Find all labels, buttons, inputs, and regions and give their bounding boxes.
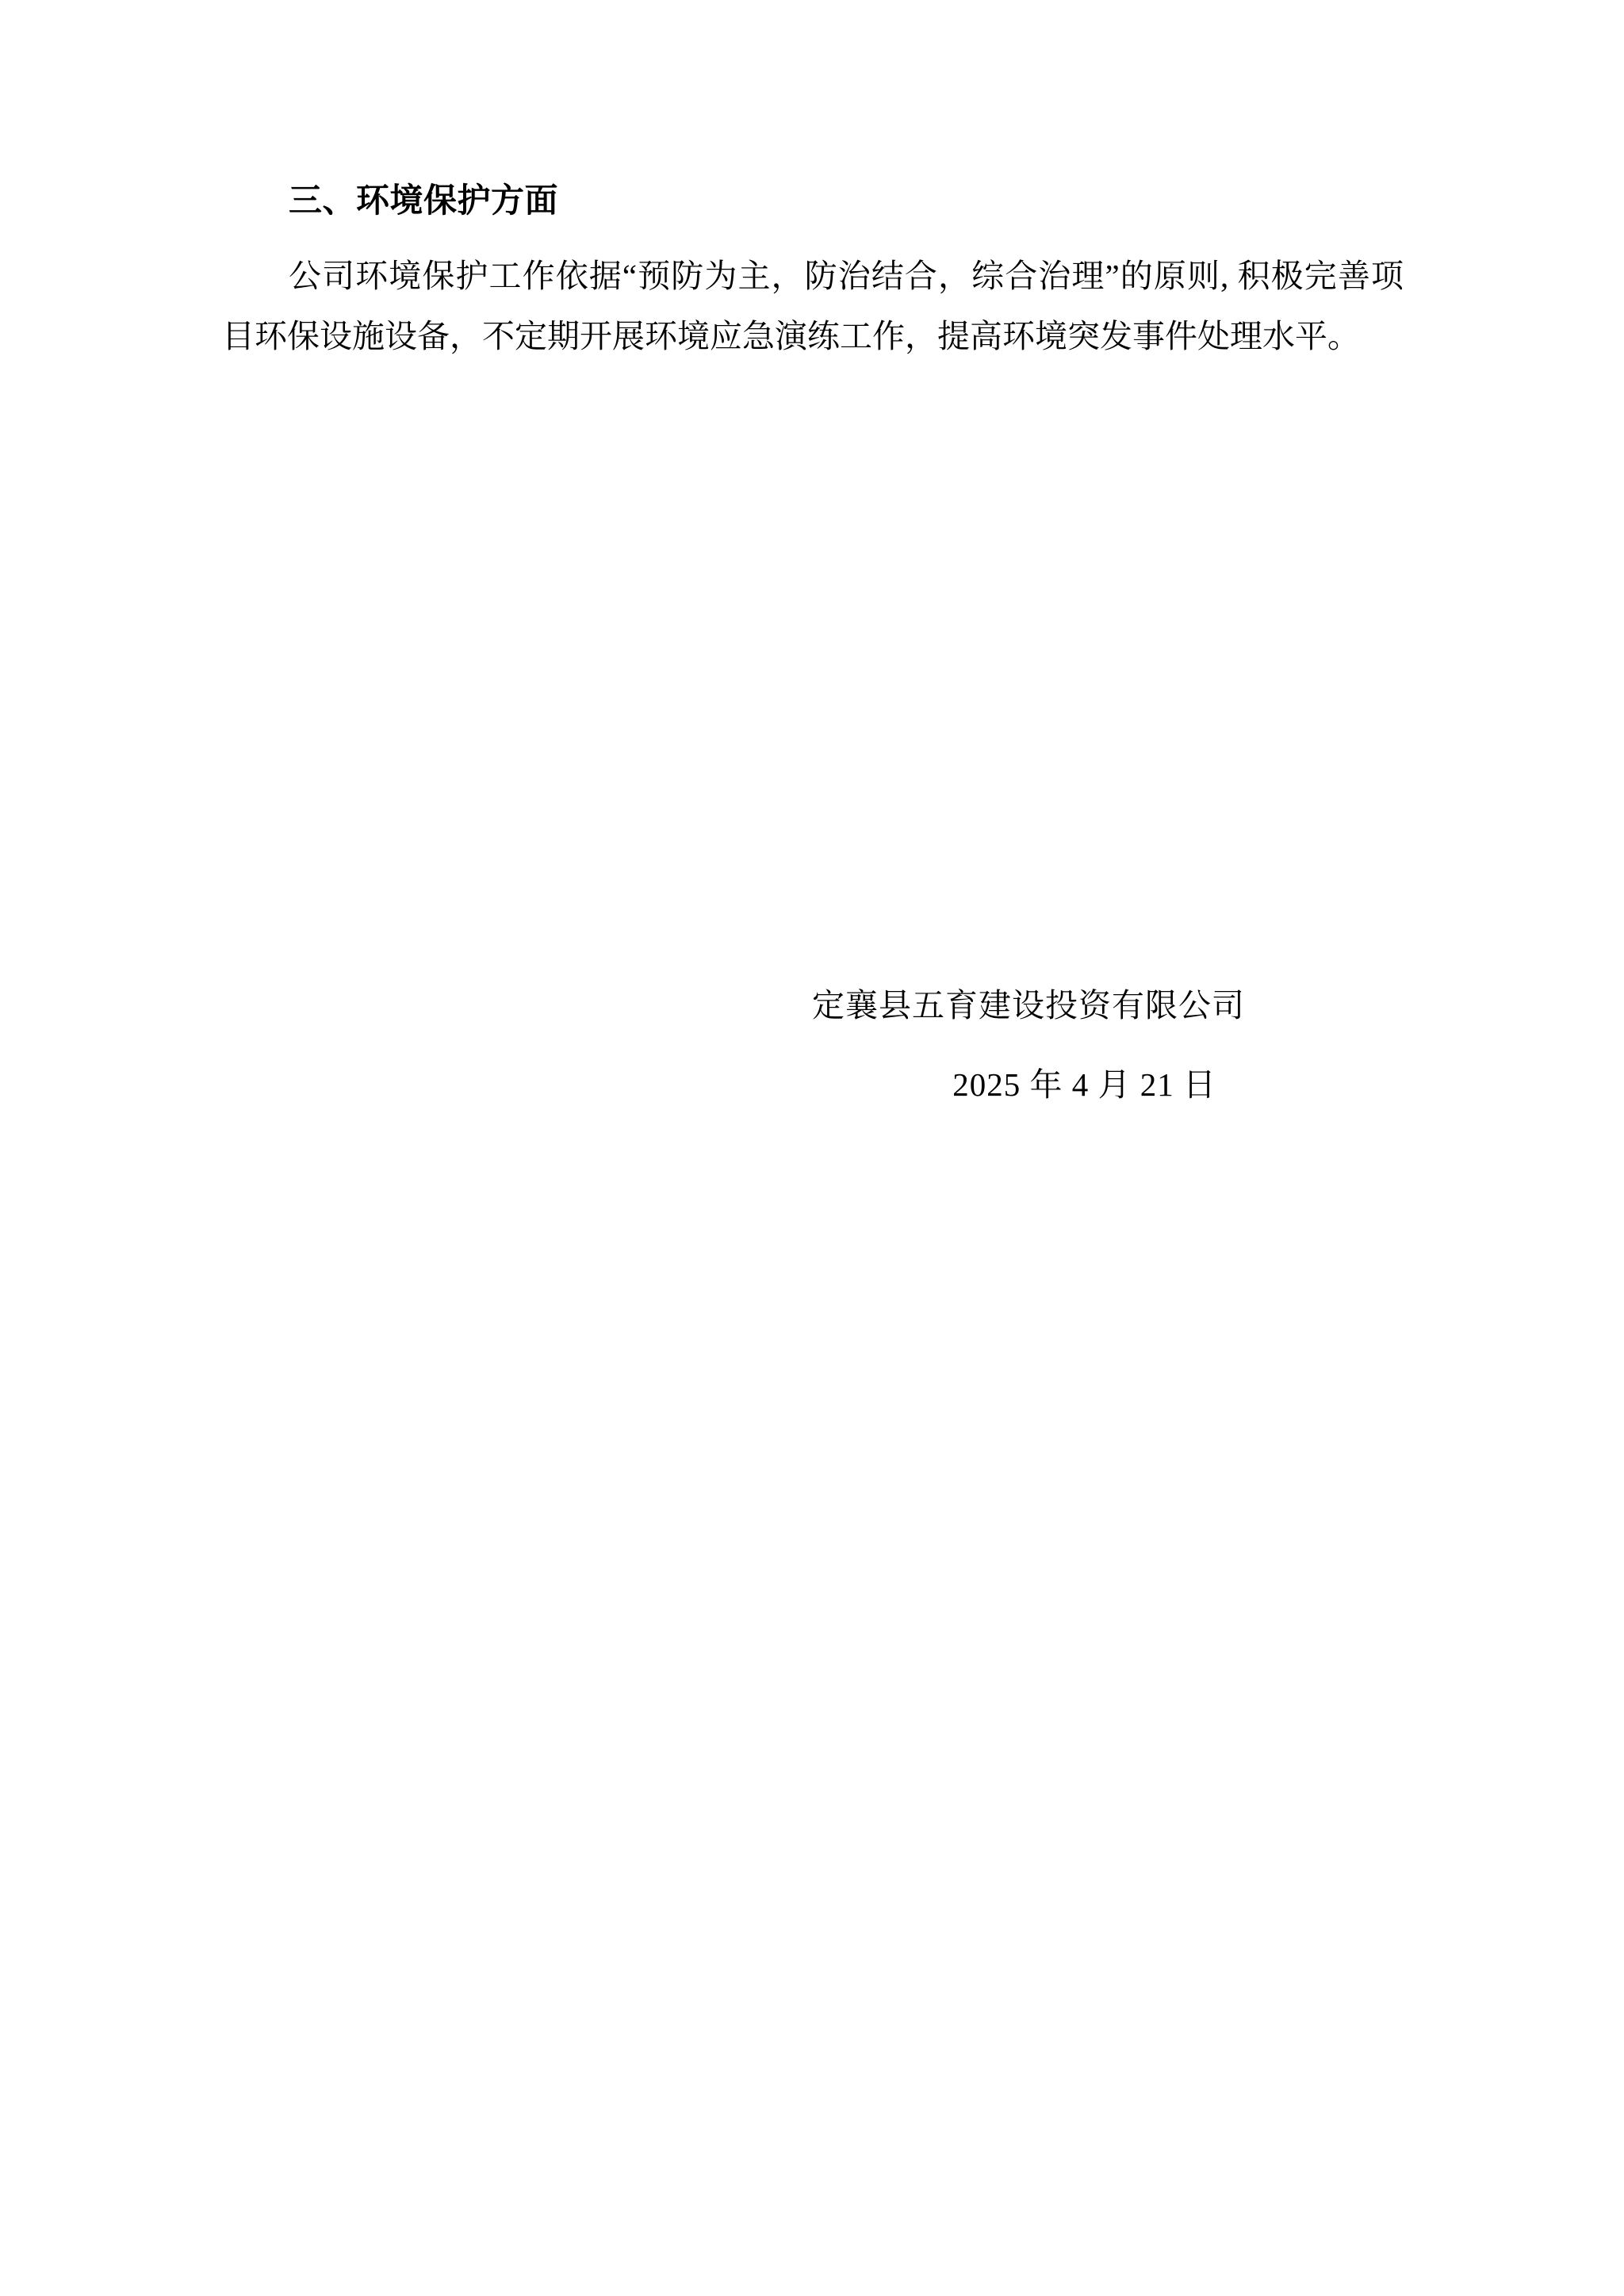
signature-block [222,975,1404,1115]
body-paragraph: 公司环境保护工作依据“预防为主，防治结合，综合治理”的原则, 积极完善项目环保设施设备，不定期开展环境应急演练工作，提高环境突发事件处理水平。 [222,257,1404,354]
signature-date: 2025 年 4 月 21 日 [952,1066,1216,1103]
section-heading: 三、环境保护方面 [289,181,559,220]
document-body [222,178,1404,366]
signature-company: 定襄县五育建设投资有限公司 [812,987,1245,1024]
